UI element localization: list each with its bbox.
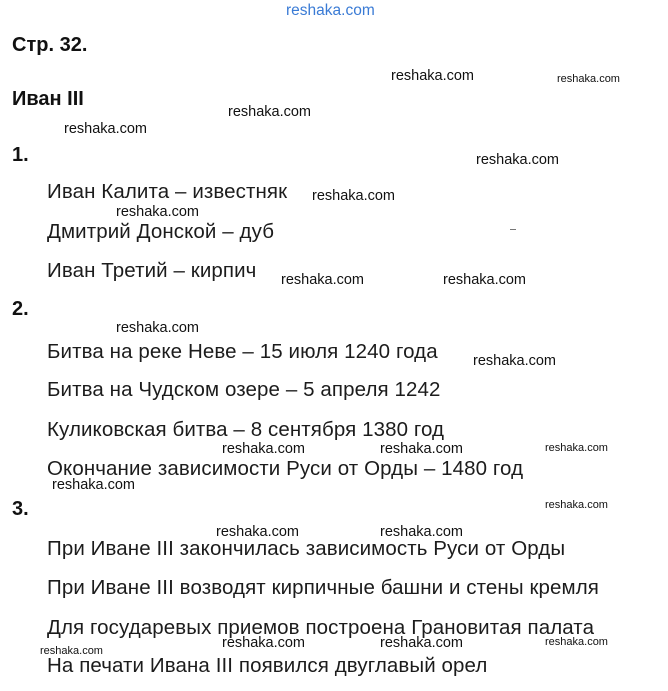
- section-1-line-3: Иван Третий – кирпич: [47, 259, 257, 282]
- watermark: reshaka.com: [116, 204, 200, 220]
- watermark: reshaka.com: [40, 645, 103, 657]
- section-2-number: 2.: [12, 298, 29, 320]
- section-2-line-3: Куликовская битва – 8 сентября 1380 год: [47, 418, 445, 441]
- section-3-line-4: На печати Ивана III появился двуглавый орел: [47, 654, 488, 677]
- watermark: reshaka.com: [116, 320, 200, 336]
- section-2-line-1: Битва на реке Неве – 15 июля 1240 года: [47, 340, 438, 363]
- section-3-line-3: Для государевых приемов построена Грановитая палата: [47, 616, 595, 639]
- watermark: reshaka.com: [222, 441, 306, 457]
- watermark: reshaka.com: [228, 104, 312, 120]
- watermark: reshaka.com: [380, 524, 464, 540]
- watermark: reshaka.com: [545, 499, 608, 511]
- stray-mark: [510, 229, 516, 230]
- watermark: reshaka.com: [545, 442, 608, 454]
- watermark: reshaka.com: [216, 524, 300, 540]
- watermark: reshaka.com: [380, 635, 464, 651]
- section-3-number: 3.: [12, 498, 29, 520]
- section-3-line-1: При Иване III закончилась зависимость Руси от Орды: [47, 537, 566, 560]
- section-1-number: 1.: [12, 144, 29, 166]
- section-1-line-1: Иван Калита – известняк: [47, 180, 288, 203]
- section-2-line-2: Битва на Чудском озере – 5 апреля 1242: [47, 378, 441, 401]
- section-1-line-2: Дмитрий Донской – дуб: [47, 220, 275, 243]
- watermark: reshaka.com: [473, 353, 557, 369]
- page-label: Стр. 32.: [12, 34, 88, 56]
- watermark: reshaka.com: [545, 636, 608, 648]
- watermark: reshaka.com: [443, 272, 527, 288]
- watermark: reshaka.com: [312, 188, 396, 204]
- watermark: reshaka.com: [281, 272, 365, 288]
- watermark: reshaka.com: [557, 73, 620, 85]
- watermark-top: reshaka.com: [286, 2, 375, 19]
- section-3-line-2: При Иване III возводят кирпичные башни и стены кремля: [47, 576, 599, 599]
- watermark: reshaka.com: [64, 121, 148, 137]
- page-title: Иван III: [12, 88, 84, 110]
- watermark: reshaka.com: [380, 441, 464, 457]
- watermark: reshaka.com: [476, 152, 560, 168]
- watermark: reshaka.com: [222, 635, 306, 651]
- watermark: reshaka.com: [391, 68, 475, 84]
- watermark: reshaka.com: [52, 477, 136, 493]
- section-2-line-4: Окончание зависимости Руси от Орды – 1480 год: [47, 457, 524, 480]
